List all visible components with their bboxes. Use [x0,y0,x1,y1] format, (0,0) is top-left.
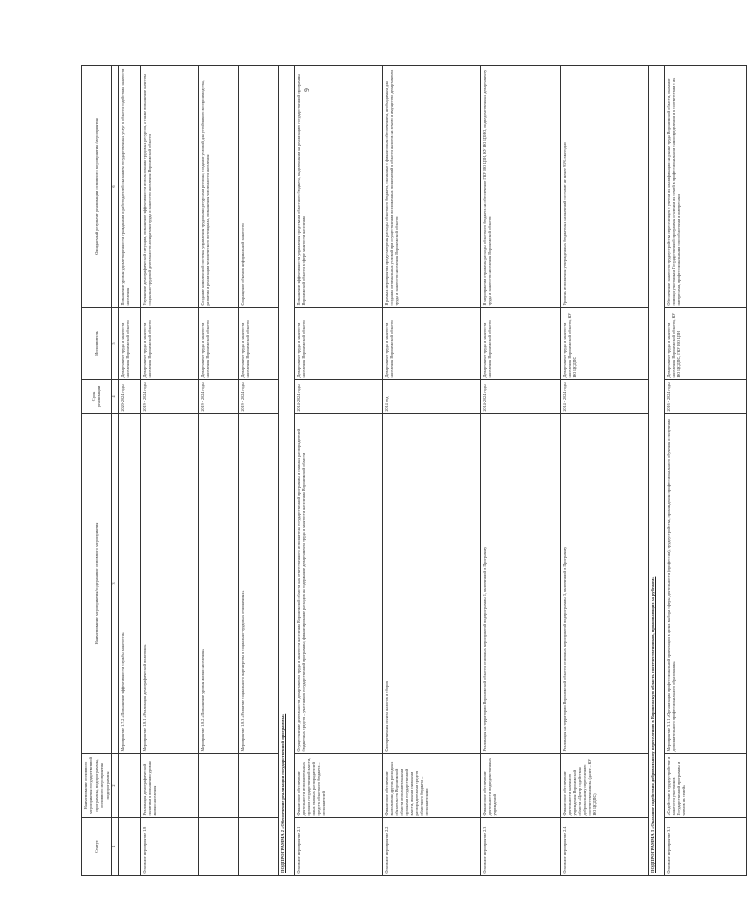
subprogram-title: ПОДПРОГРАММА 2 «Обеспечение реализации государственной программы» [278,66,294,876]
header-status: Статус [82,818,112,876]
cell-term: 2014 год [382,380,480,414]
cell-status [118,818,140,876]
header-name: Наименование основного мероприятия государственной программы, подпрограммы, основного мероприятия подпрограммы [82,754,112,818]
cell-name: Финансовое обеспечение деятельности казенного учреждения Воронежской области «Центр содействия добровольному переселению соотечественников» (далее – КУ ВО ЦСДПС) [560,754,648,818]
cell-name: Реализация демографической политики в повышении уровня жизни населения [140,754,198,818]
col-number: 4 [111,380,118,414]
cell-status: Основное мероприятие 3.1 [664,818,746,876]
table-row [480,66,560,876]
cell-executor: Департамент труда и занятости населения Воронежской области [294,308,382,380]
header-executor: Исполнитель [82,308,112,380]
cell-term: 2016 - 2024 годы [664,380,746,414]
program-activities-table [81,65,747,876]
table-row [664,66,746,876]
col-number: 6 [111,66,118,308]
rotated-document-page [81,66,686,876]
cell-name [198,754,238,818]
cell-result: Создание комплексной системы управления трудовыми ресурсами региона; создание условий для устойчивого воспроизводства, развития и реализации человеческого потенциала, повышения численности населения [198,66,238,308]
cell-result: В мероприятии отражены расходы областного бюджета на обеспечение ГКУ ВО ЦЗН, КУ ВО ЦЗНО, подведомственных департаменту труда и занятости населения Воронежской области [480,66,560,308]
cell-executor: Департамент труда и занятости населения Воронежской области, КУ ВО ЦСДПС [560,308,648,380]
cell-activity: Мероприятие 1.7.2 «Повышение эффективности службы занятости» [118,414,140,754]
cell-result: Улучшение демографической ситуации, повышение эффективности использования трудовых ресурсов, а также повышение качества социально-трудовой деятельности аппаратами труда и занятости населения Воронежской области [140,66,198,308]
page-number: 6 [302,88,310,92]
column-number-row [111,66,118,876]
cell-status [198,818,238,876]
cell-activity: Мероприятие 1.8.2 «Повышение уровня жизни населения» [198,414,238,754]
table-row [118,66,140,876]
cell-activity: Осуществление деятельности департамента труда и занятости населения Воронежской области как ответственного исполнителя государственной программы и главных распорядителей бюджетных средств – участников государственной программы; финансирование расходов на содержание департамента труда и занятости населения Воронежской области [294,414,382,754]
header-result: Ожидаемый результат реализации основного мероприятия /мероприятия [82,66,112,308]
cell-executor: Департамент труда и занятости населения Воронежской области [382,308,480,380]
col-number: 2 [111,754,118,818]
cell-name [238,754,278,818]
cell-name: Финансовое обеспечение выполнения других расходных обязательств Воронежской области исполнительными органами государственной власти, иными главными распорядителями средств областного бюджета – исполнителями [382,754,480,818]
cell-term: 2019 - 2024 годы [198,380,238,414]
cell-activity: Мероприятие 1.8.1 «Реализация демографической политики» [140,414,198,754]
table-row [294,66,382,876]
cell-executor: Департамент труда и занятости населения Воронежской области [140,308,198,380]
cell-activity: Мероприятие 1.8.3 «Развитие социального партнерства в социально-трудовых отношениях» [238,414,278,754]
subprogram-title: ПОДПРОГРАММА 3 «Оказание содействия добровольному переселению в Воронежскую область соотечественников, проживающих за рубежом» [648,66,664,876]
cell-status: Основное мероприятие 2.4 [560,818,648,876]
cell-term: 2020-2024 годы [118,380,140,414]
table-header-row [82,66,112,876]
cell-name [118,754,140,818]
col-number: 3 [111,414,118,754]
cell-status: Основное мероприятие 2.2 [382,818,480,876]
table-row [198,66,238,876]
cell-executor: Департамент труда и занятости населения Воронежской области [118,308,140,380]
table-row [560,66,648,876]
cell-activity: Реализация на территории Воронежской области основных мероприятий подпрограммы 1, включенной в Программу [480,414,560,754]
cell-status [238,818,278,876]
cell-status: Основное мероприятие 2.1 [294,818,382,876]
cell-status: Основное мероприятие 2.3 [480,818,560,876]
col-number: 5 [111,308,118,380]
cell-status: Основное мероприятие 1.8 [140,818,198,876]
cell-name: Финансовое обеспечение деятельности исполнительных органов государственной власти, иных главных распорядителей средств областного бюджета – исполнителей [294,754,382,818]
header-activity: Наименование мероприятия/содержание основного мероприятия [82,414,112,754]
cell-executor: Департамент труда и занятости населения Воронежской области [198,308,238,380]
subprogram-header-row [278,66,294,876]
cell-activity: Своевременная оплата налогов и сборов [382,414,480,754]
subprogram-header-row [648,66,664,876]
cell-term: 2014-2024 годы [294,380,382,414]
cell-term: 2019 - 2024 годы [140,380,198,414]
header-term: Срок реализации [82,380,112,414]
cell-result: Сокращение объемов неформальной занятости [238,66,278,308]
col-number: 1 [111,818,118,876]
cell-name: Финансовое обеспечение деятельности подведомственных учреждений [480,754,560,818]
cell-result: Обеспечение занятости трудоустройства переселенцев с учетом их квалификации на рынке труда Воронежской области, оказание помощи участникам Государственной программы и членам их семей в профессиональном самоопределении и в соответствии с их интересами, профессиональными способностями и интересами [664,66,746,308]
table-row [238,66,278,876]
table-row [140,66,198,876]
table-body [118,66,746,876]
cell-result: Повышение уровня удовлетворенности гражданами и работодателей оказанием государственных услуг в области содействия занятости населения [118,66,140,308]
cell-result: В рамках мероприятия предусмотрены расходы областного бюджета, связанные с финансовым обеспечением, необходимым для создания оптимальных условий при осуществлении возложенных полномочий в области налогов на землю и имущество департамента труда и занятости населения Воронежской области [382,66,480,308]
cell-result: Уровень исполнения утвержденных бюджетных назначений составит не менее 95% ежегодно [560,66,648,308]
cell-term: 2019 - 2024 годы [238,380,278,414]
cell-term: 2014-2024 годы [480,380,560,414]
cell-result: Повышение эффективности управления средствами областного бюджета, выделенными на реализацию государственной программы Воронежской области в сфере занятости населения [294,66,382,308]
cell-name: «Содействие в трудоустройстве и занятости участников Государственной программы и членов их семей» [664,754,746,818]
cell-executor: Департамент труда и занятости населения Воронежской области [480,308,560,380]
cell-term: 2014 - 2024 годы [560,380,648,414]
table-row [382,66,480,876]
cell-activity: Реализация на территории Воронежской области основных мероприятий подпрограммы 3, включенной в Программу [560,414,648,754]
cell-executor: Департамент труда и занятости населения Воронежской области [238,308,278,380]
cell-activity: Мероприятие 3.1.1 «Организация профессиональной ориентации в целях выбора сферы деятельности (профессии), трудоустройства, прохождения профессионального обучения и получения дополнительного профессионального образования» [664,414,746,754]
cell-executor: Департамент труда и занятости населения Воронежской области, КУ ВО ЦСДПС, ГКУ ВО ЦЗН [664,308,746,380]
